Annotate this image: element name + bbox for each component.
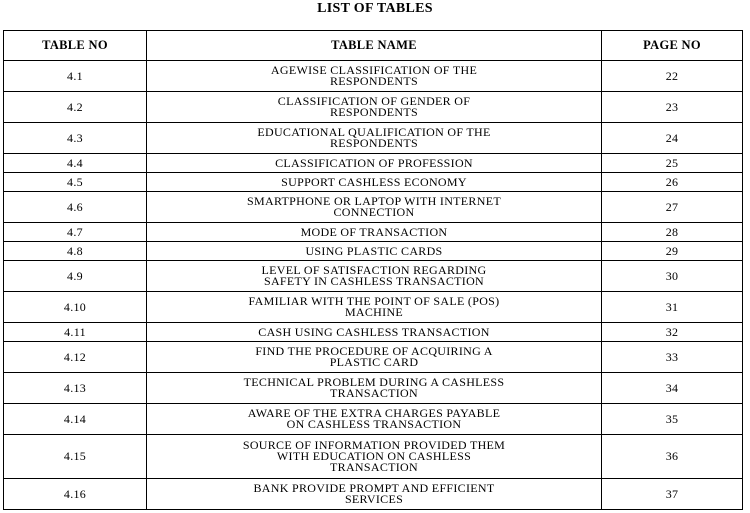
table-row: [4, 61, 743, 92]
table-name-line: CLASSIFICATION OF PROFESSION: [275, 155, 473, 170]
table-name-line: USING PLASTIC CARDS: [305, 243, 443, 258]
table-name-cell: [147, 479, 602, 510]
table-name-cell: [147, 404, 602, 435]
table-row: [4, 192, 743, 223]
page-title: LIST OF TABLES: [317, 1, 433, 16]
table-name-cell: [147, 292, 602, 323]
table-name-cell: [147, 173, 602, 192]
table-number-cell: 4.8: [4, 242, 147, 261]
table-name-line: CONNECTION: [333, 205, 415, 219]
table-number-cell: 4.3: [4, 123, 147, 154]
table-row: [4, 92, 743, 123]
table-row: [4, 123, 743, 154]
table-name-line: TRANSACTION: [330, 460, 418, 474]
table-row: [4, 373, 743, 404]
table-name-line: FIND THE PROCEDURE OF ACQUIRING A: [255, 344, 493, 358]
table-number-cell: 4.10: [4, 292, 147, 323]
table-name-line: PLASTIC CARD: [329, 355, 419, 369]
page-number-cell: 29: [602, 242, 743, 261]
table-name-cell: [147, 154, 602, 173]
page-number-cell: 24: [602, 123, 743, 154]
page-number-cell: 25: [602, 154, 743, 173]
page-number-cell: 26: [602, 173, 743, 192]
table-name-line: AWARE OF THE EXTRA CHARGES PAYABLE: [247, 406, 501, 420]
page-number-cell: 32: [602, 323, 743, 342]
table-name-cell: [147, 223, 602, 242]
page-number-cell: 31: [602, 292, 743, 323]
table-name-line: SERVICES: [344, 492, 404, 506]
table-body: [4, 61, 743, 510]
table-name-line: ON CASHLESS TRANSACTION: [286, 417, 462, 431]
page-number-cell: 37: [602, 479, 743, 510]
table-header-row: [4, 31, 743, 61]
table-number-cell: 4.16: [4, 479, 147, 510]
table-name-line: RESPONDENTS: [330, 74, 418, 88]
page-number-cell: 34: [602, 373, 743, 404]
table-name-line: FAMILIAR WITH THE POINT OF SALE (POS): [248, 294, 500, 308]
table-row: [4, 173, 743, 192]
page-number-cell: 36: [602, 435, 743, 479]
table-number-cell: 4.13: [4, 373, 147, 404]
page-number-cell: 33: [602, 342, 743, 373]
table-row: [4, 323, 743, 342]
header-table-no: TABLE NO: [4, 31, 147, 61]
table-number-cell: 4.4: [4, 154, 147, 173]
table-name-line: TRANSACTION: [330, 386, 418, 400]
table-name-line: MACHINE: [344, 305, 404, 319]
table-name-cell: [147, 261, 602, 292]
header-page-no: PAGE NO: [602, 31, 743, 61]
table-number-cell: 4.1: [4, 61, 147, 92]
table-number-cell: 4.5: [4, 173, 147, 192]
table-name-line: WITH EDUCATION ON CASHLESS: [276, 449, 472, 463]
page-number-cell: 22: [602, 61, 743, 92]
table-name-line: TECHNICAL PROBLEM DURING A CASHLESS: [243, 375, 505, 389]
table-name-line: AGEWISE CLASSIFICATION OF THE: [270, 63, 478, 77]
table-name-cell: [147, 92, 602, 123]
table-name-line: RESPONDENTS: [330, 136, 418, 150]
table-number-cell: 4.6: [4, 192, 147, 223]
header-table-name: TABLE NAME: [147, 31, 602, 61]
table-number-cell: 4.14: [4, 404, 147, 435]
table-row: [4, 154, 743, 173]
table-name-line: SAFETY IN CASHLESS TRANSACTION: [263, 274, 485, 288]
table-name-line: SUPPORT CASHLESS ECONOMY: [281, 174, 467, 189]
page-number-cell: 27: [602, 192, 743, 223]
page-number-cell: 28: [602, 223, 743, 242]
table-number-cell: 4.11: [4, 323, 147, 342]
table-name-line: CASH USING CASHLESS TRANSACTION: [258, 324, 490, 339]
table-name-line: CLASSIFICATION OF GENDER OF: [277, 94, 471, 108]
table-name-line: SOURCE OF INFORMATION PROVIDED THEM: [242, 438, 506, 452]
table-row: [4, 292, 743, 323]
table-number-cell: 4.12: [4, 342, 147, 373]
table-name-cell: [147, 61, 602, 92]
table-row: [4, 242, 743, 261]
page-number-cell: 30: [602, 261, 743, 292]
table-name-line: RESPONDENTS: [330, 105, 418, 119]
table-name-line: EDUCATIONAL QUALIFICATION OF THE: [257, 125, 491, 139]
list-of-tables: [3, 30, 743, 510]
table-number-cell: 4.2: [4, 92, 147, 123]
table-name-cell: [147, 342, 602, 373]
table-name-line: LEVEL OF SATISFACTION REGARDING: [261, 263, 487, 277]
table-row: [4, 404, 743, 435]
table-number-cell: 4.15: [4, 435, 147, 479]
table-row: [4, 479, 743, 510]
table-name-cell: [147, 192, 602, 223]
table-name-cell: [147, 373, 602, 404]
table-name-line: BANK PROVIDE PROMPT AND EFFICIENT: [253, 481, 495, 495]
table-name-line: MODE OF TRANSACTION: [300, 224, 448, 239]
table-name-cell: [147, 323, 602, 342]
page-number-cell: 35: [602, 404, 743, 435]
table-name-cell: [147, 242, 602, 261]
table-name-cell: [147, 123, 602, 154]
table-row: [4, 261, 743, 292]
table-name-cell: [147, 435, 602, 479]
page-number-cell: 23: [602, 92, 743, 123]
table-row: [4, 342, 743, 373]
table-number-cell: 4.9: [4, 261, 147, 292]
table-number-cell: 4.7: [4, 223, 147, 242]
table-name-line: SMARTPHONE OR LAPTOP WITH INTERNET: [247, 194, 501, 208]
table-row: [4, 223, 743, 242]
table-row: [4, 435, 743, 479]
